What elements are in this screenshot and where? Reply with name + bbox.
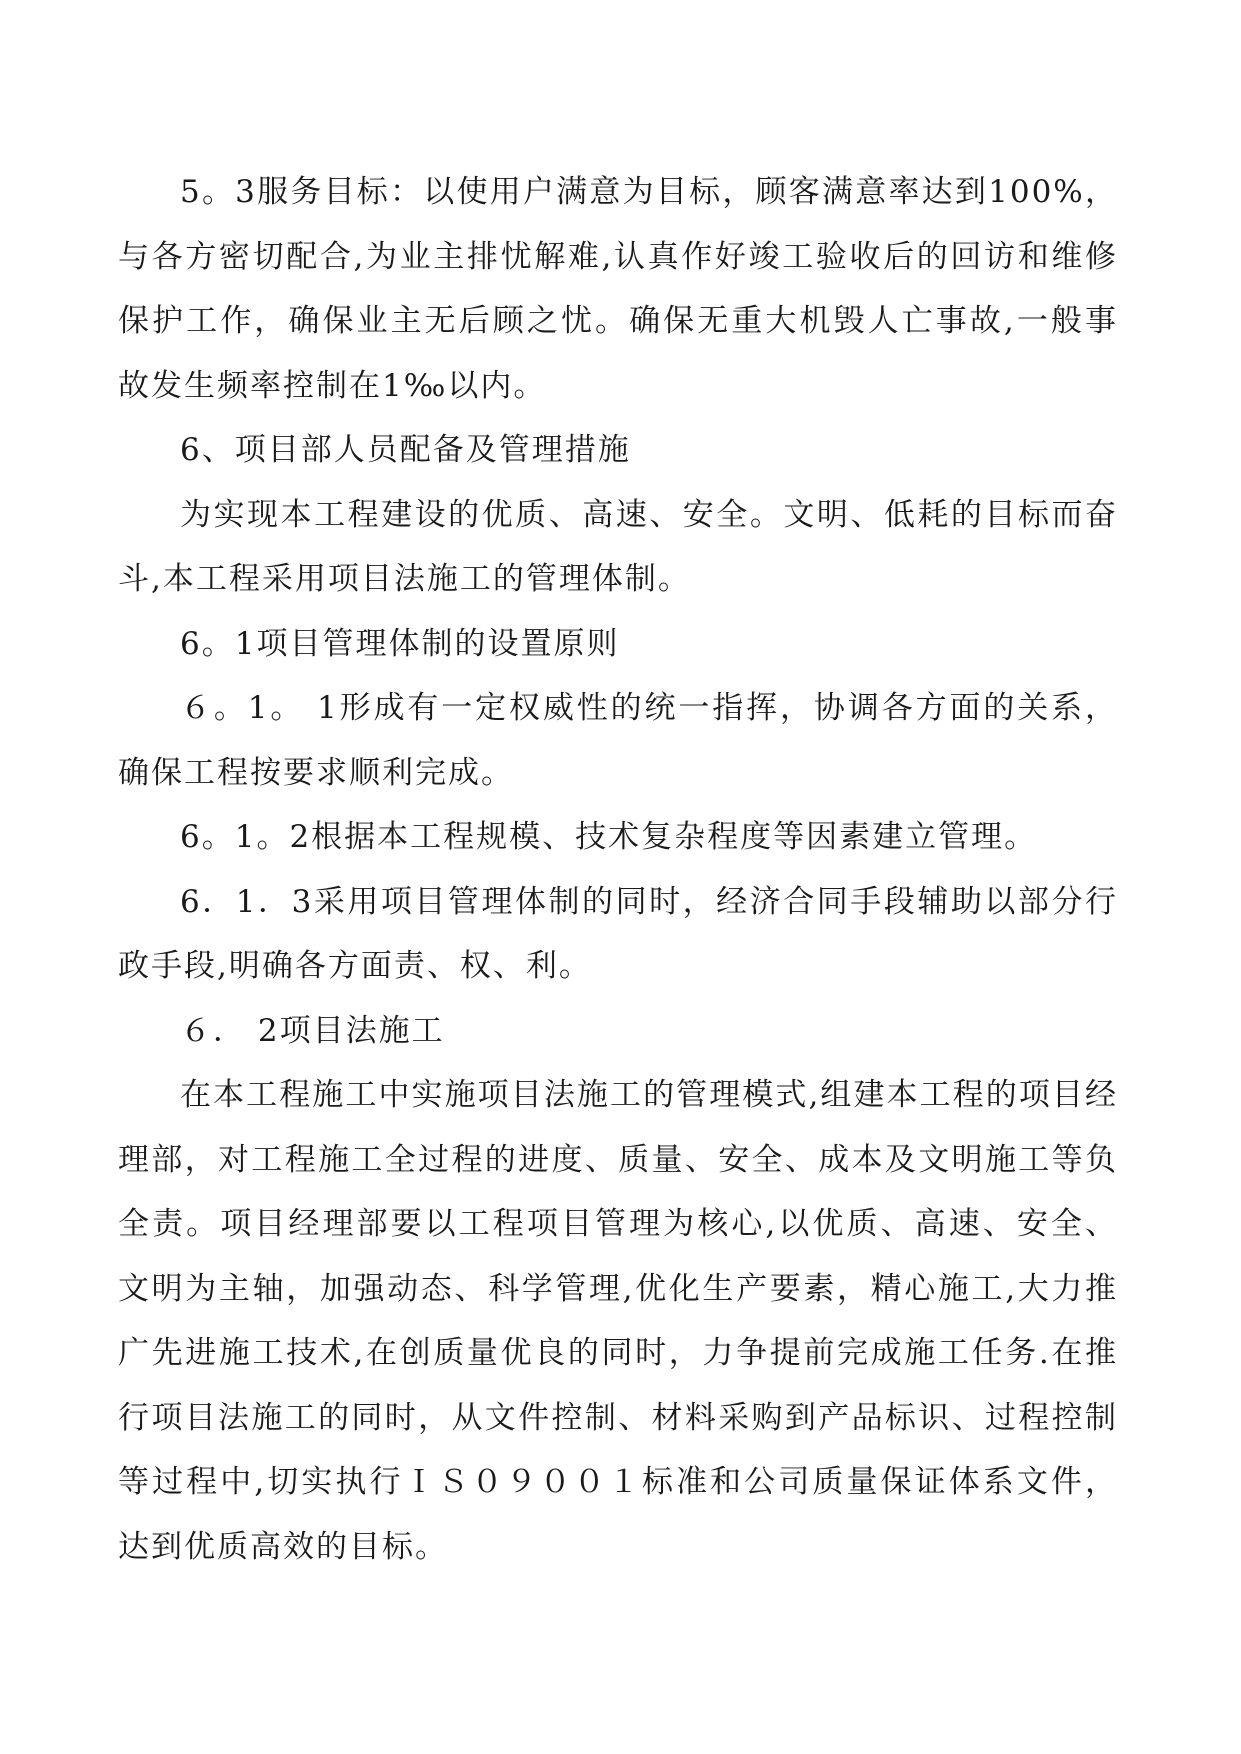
paragraph-project-method: 为实现本工程建设的优质、高速、安全。文明、低耗的目标而奋斗,本工程采用项目法施工的管理体制。 xyxy=(118,496,1118,597)
paragraph-service-goal: 5。3服务目标：以使用户满意为目标，顾客满意率达到100%，与各方密切配合,为业主排忧解难,认真作好竣工验收后的回访和维修保护工作，确保业主无后顾之忧。确保无重大机毁人亡事故,一般事故发生频率控制在1‰以内。 xyxy=(118,174,1118,404)
section-heading-project-construction: ６． 2项目法施工 xyxy=(180,1012,445,1049)
paragraph-unified-command: ６。1。 1形成有一定权威性的统一指挥，协调各方面的关系，确保工程按要求顺利完成。 xyxy=(118,690,1118,791)
paragraph-management-mode: 在本工程施工中实施项目法施工的管理模式,组建本工程的项目经理部，对工程施工全过程的进度、质量、安全、成本及文明施工等负全责。项目经理部要以工程项目管理为核心,以优质、高速、安全、文明为主轴，加强动态、科学管理,优化生产要素，精心施工,大力推广先进施工技术,在创质量优良的同时，力争提前完成施工任务.在推行项目法施工的同时，从文件控制、材料采购到产品标识、过程控制等过程中,切实执行ＩＳ０９００１标准和公司质量保证体系文件，达到优质高效的目标。 xyxy=(118,1077,1118,1565)
paragraph-contract-means: 6．1．3采用项目管理体制的同时，经济合同手段辅助以部分行政手段,明确各方面责、权、利。 xyxy=(118,883,1118,984)
document-body xyxy=(118,160,1118,1579)
section-heading-staffing: 6、项目部人员配备及管理措施 xyxy=(180,432,631,468)
paragraph-scale-management: 6。1。2根据本工程规模、技术复杂程度等因素建立管理。 xyxy=(180,819,1038,855)
section-heading-principles: 6。1项目管理体制的设置原则 xyxy=(180,625,620,662)
